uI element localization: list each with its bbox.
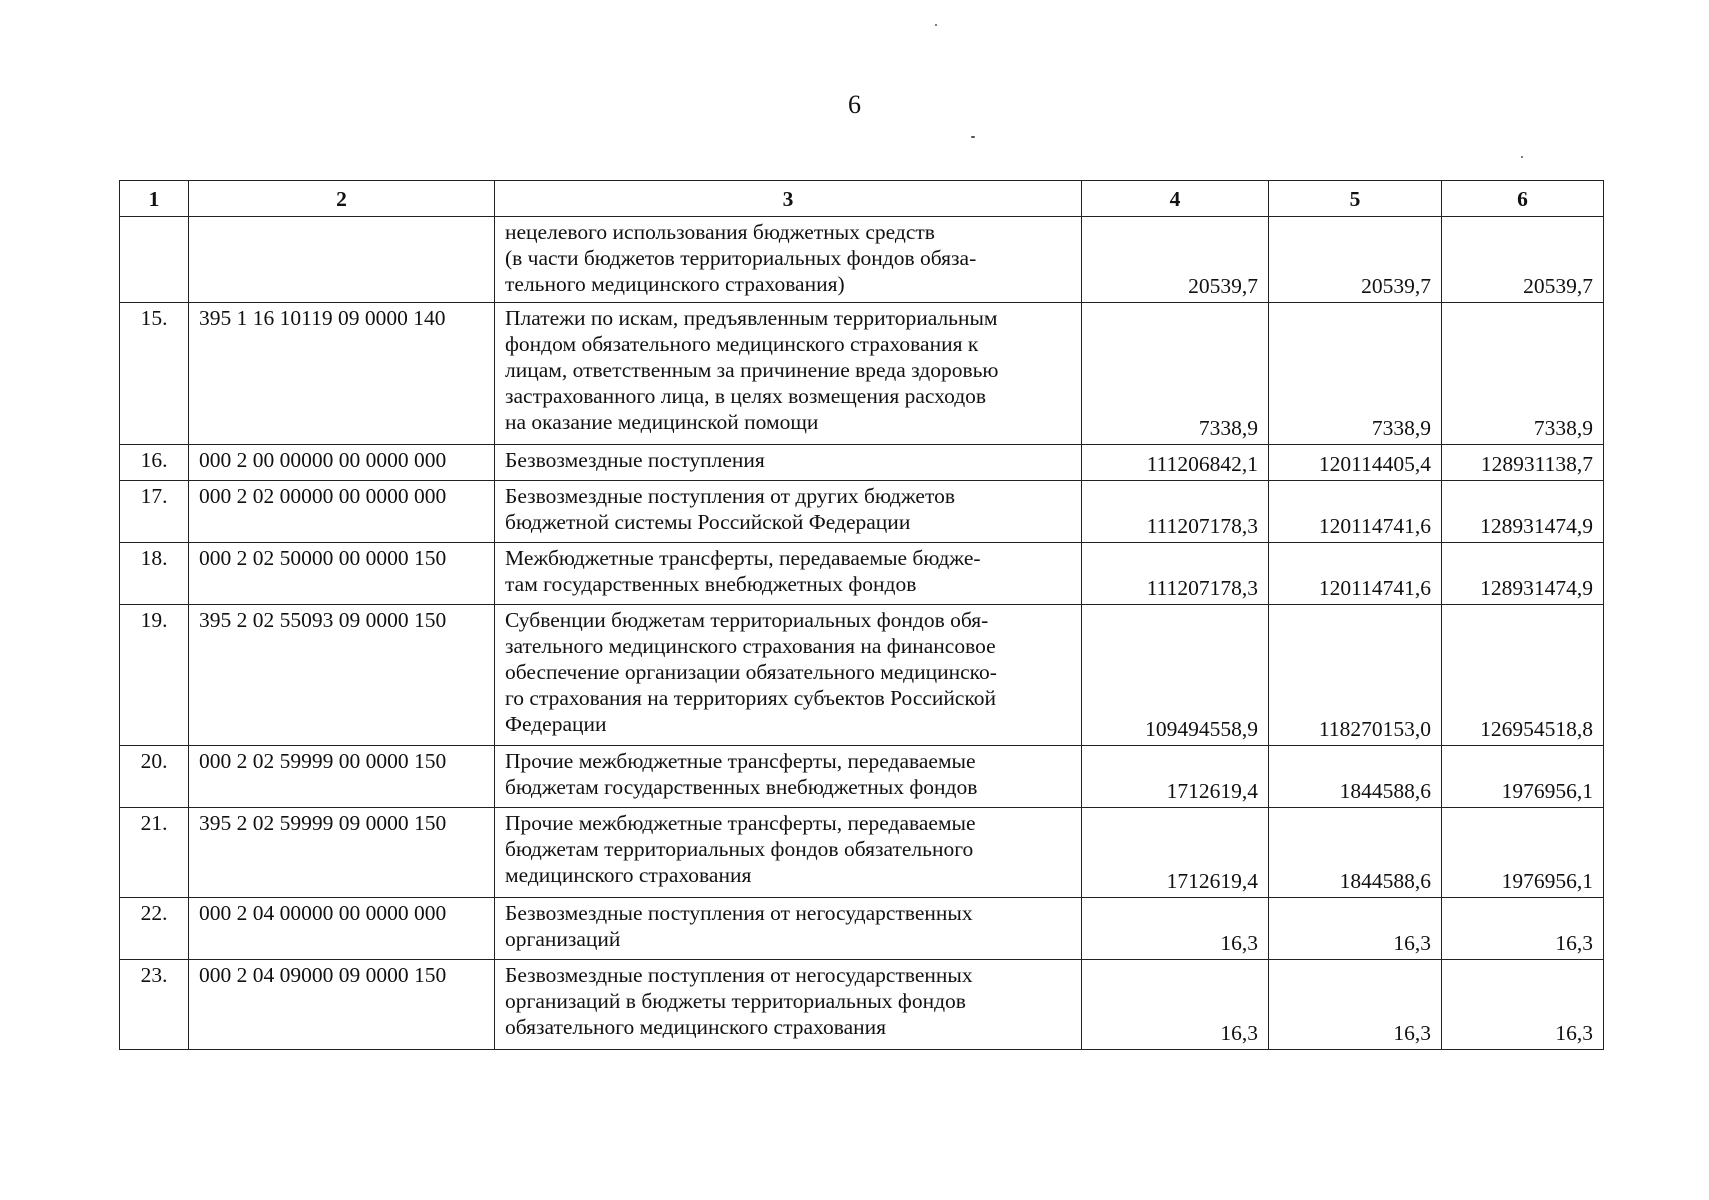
row-description: Прочие межбюджетные трансферты, передаваемые бюджетам государственных внебюджетных фондов	[495, 746, 1082, 808]
row-number: 23.	[120, 960, 189, 1050]
row-description: нецелевого использования бюджетных средств (в части бюджетов территориальных фондов обяза- тельного медицинского страхования)	[495, 217, 1082, 303]
budget-code: 395 1 16 10119 09 0000 140	[189, 303, 495, 445]
row-number: 22.	[120, 898, 189, 960]
budget-code: 000 2 02 50000 00 0000 150	[189, 543, 495, 605]
row-number	[120, 217, 189, 303]
row-description: Межбюджетные трансферты, передаваемые бюдже- там государственных внебюджетных фондов	[495, 543, 1082, 605]
value-col-5: 20539,7	[1269, 217, 1442, 303]
budget-code: 000 2 04 09000 09 0000 150	[189, 960, 495, 1050]
row-number: 17.	[120, 481, 189, 543]
value-col-4: 1712619,4	[1082, 808, 1269, 898]
value-col-4: 111207178,3	[1082, 543, 1269, 605]
value-col-5: 16,3	[1269, 898, 1442, 960]
table-row	[120, 808, 1604, 898]
value-col-4: 7338,9	[1082, 303, 1269, 445]
table-row	[120, 481, 1604, 543]
table-row	[120, 746, 1604, 808]
value-col-6: 20539,7	[1442, 217, 1604, 303]
value-col-4: 20539,7	[1082, 217, 1269, 303]
row-number: 16.	[120, 445, 189, 481]
column-header-6: 6	[1442, 181, 1604, 217]
row-number: 19.	[120, 605, 189, 746]
table-row	[120, 445, 1604, 481]
value-col-4: 109494558,9	[1082, 605, 1269, 746]
value-col-6: 16,3	[1442, 960, 1604, 1050]
value-col-5: 120114405,4	[1269, 445, 1442, 481]
value-col-6: 1976956,1	[1442, 746, 1604, 808]
value-col-4: 111207178,3	[1082, 481, 1269, 543]
table-row	[120, 898, 1604, 960]
table-row	[120, 605, 1604, 746]
row-description: Субвенции бюджетам территориальных фондов обя- зательного медицинского страхования на финансовое обеспечение организации обязательного медицинско- го страхования на территориях субъектов Российской Федерации	[495, 605, 1082, 746]
row-description: Безвозмездные поступления от негосударственных организаций в бюджеты территориальных фондов обязательного медицинского страхования	[495, 960, 1082, 1050]
scan-speck	[935, 24, 937, 26]
value-col-6: 128931474,9	[1442, 481, 1604, 543]
value-col-6: 128931474,9	[1442, 543, 1604, 605]
row-description: Безвозмездные поступления от негосударственных организаций	[495, 898, 1082, 960]
value-col-6: 7338,9	[1442, 303, 1604, 445]
column-header-3: 3	[495, 181, 1082, 217]
column-header-2: 2	[189, 181, 495, 217]
table-header-row	[120, 181, 1604, 217]
budget-code: 000 2 00 00000 00 0000 000	[189, 445, 495, 481]
scan-speck	[1521, 156, 1523, 158]
row-description: Безвозмездные поступления от других бюджетов бюджетной системы Российской Федерации	[495, 481, 1082, 543]
table-row	[120, 543, 1604, 605]
table-row	[120, 960, 1604, 1050]
value-col-4: 16,3	[1082, 898, 1269, 960]
budget-code: 000 2 04 00000 00 0000 000	[189, 898, 495, 960]
budget-table	[119, 180, 1604, 1050]
value-col-4: 1712619,4	[1082, 746, 1269, 808]
row-number: 18.	[120, 543, 189, 605]
value-col-6: 128931138,7	[1442, 445, 1604, 481]
value-col-5: 1844588,6	[1269, 808, 1442, 898]
row-description: Платежи по искам, предъявленным территориальным фондом обязательного медицинского страхования к лицам, ответственным за причинение вреда здоровью застрахованного лица, в целях возмещения расходов на оказание медицинской помощи	[495, 303, 1082, 445]
value-col-6: 126954518,8	[1442, 605, 1604, 746]
column-header-1: 1	[120, 181, 189, 217]
budget-code: 000 2 02 59999 00 0000 150	[189, 746, 495, 808]
row-description: Безвозмездные поступления	[495, 445, 1082, 481]
column-header-5: 5	[1269, 181, 1442, 217]
budget-code: 395 2 02 55093 09 0000 150	[189, 605, 495, 746]
value-col-5: 120114741,6	[1269, 481, 1442, 543]
scan-speck	[971, 136, 975, 138]
row-number: 15.	[120, 303, 189, 445]
value-col-4: 111206842,1	[1082, 445, 1269, 481]
table-row	[120, 303, 1604, 445]
row-number: 21.	[120, 808, 189, 898]
value-col-5: 7338,9	[1269, 303, 1442, 445]
budget-code: 395 2 02 59999 09 0000 150	[189, 808, 495, 898]
value-col-5: 16,3	[1269, 960, 1442, 1050]
table-row	[120, 217, 1604, 303]
budget-code	[189, 217, 495, 303]
value-col-6: 1976956,1	[1442, 808, 1604, 898]
column-header-4: 4	[1082, 181, 1269, 217]
row-number: 20.	[120, 746, 189, 808]
page-number: 6	[848, 90, 861, 119]
value-col-5: 118270153,0	[1269, 605, 1442, 746]
value-col-6: 16,3	[1442, 898, 1604, 960]
budget-code: 000 2 02 00000 00 0000 000	[189, 481, 495, 543]
value-col-5: 1844588,6	[1269, 746, 1442, 808]
row-description: Прочие межбюджетные трансферты, передаваемые бюджетам территориальных фондов обязательного медицинского страхования	[495, 808, 1082, 898]
value-col-4: 16,3	[1082, 960, 1269, 1050]
value-col-5: 120114741,6	[1269, 543, 1442, 605]
